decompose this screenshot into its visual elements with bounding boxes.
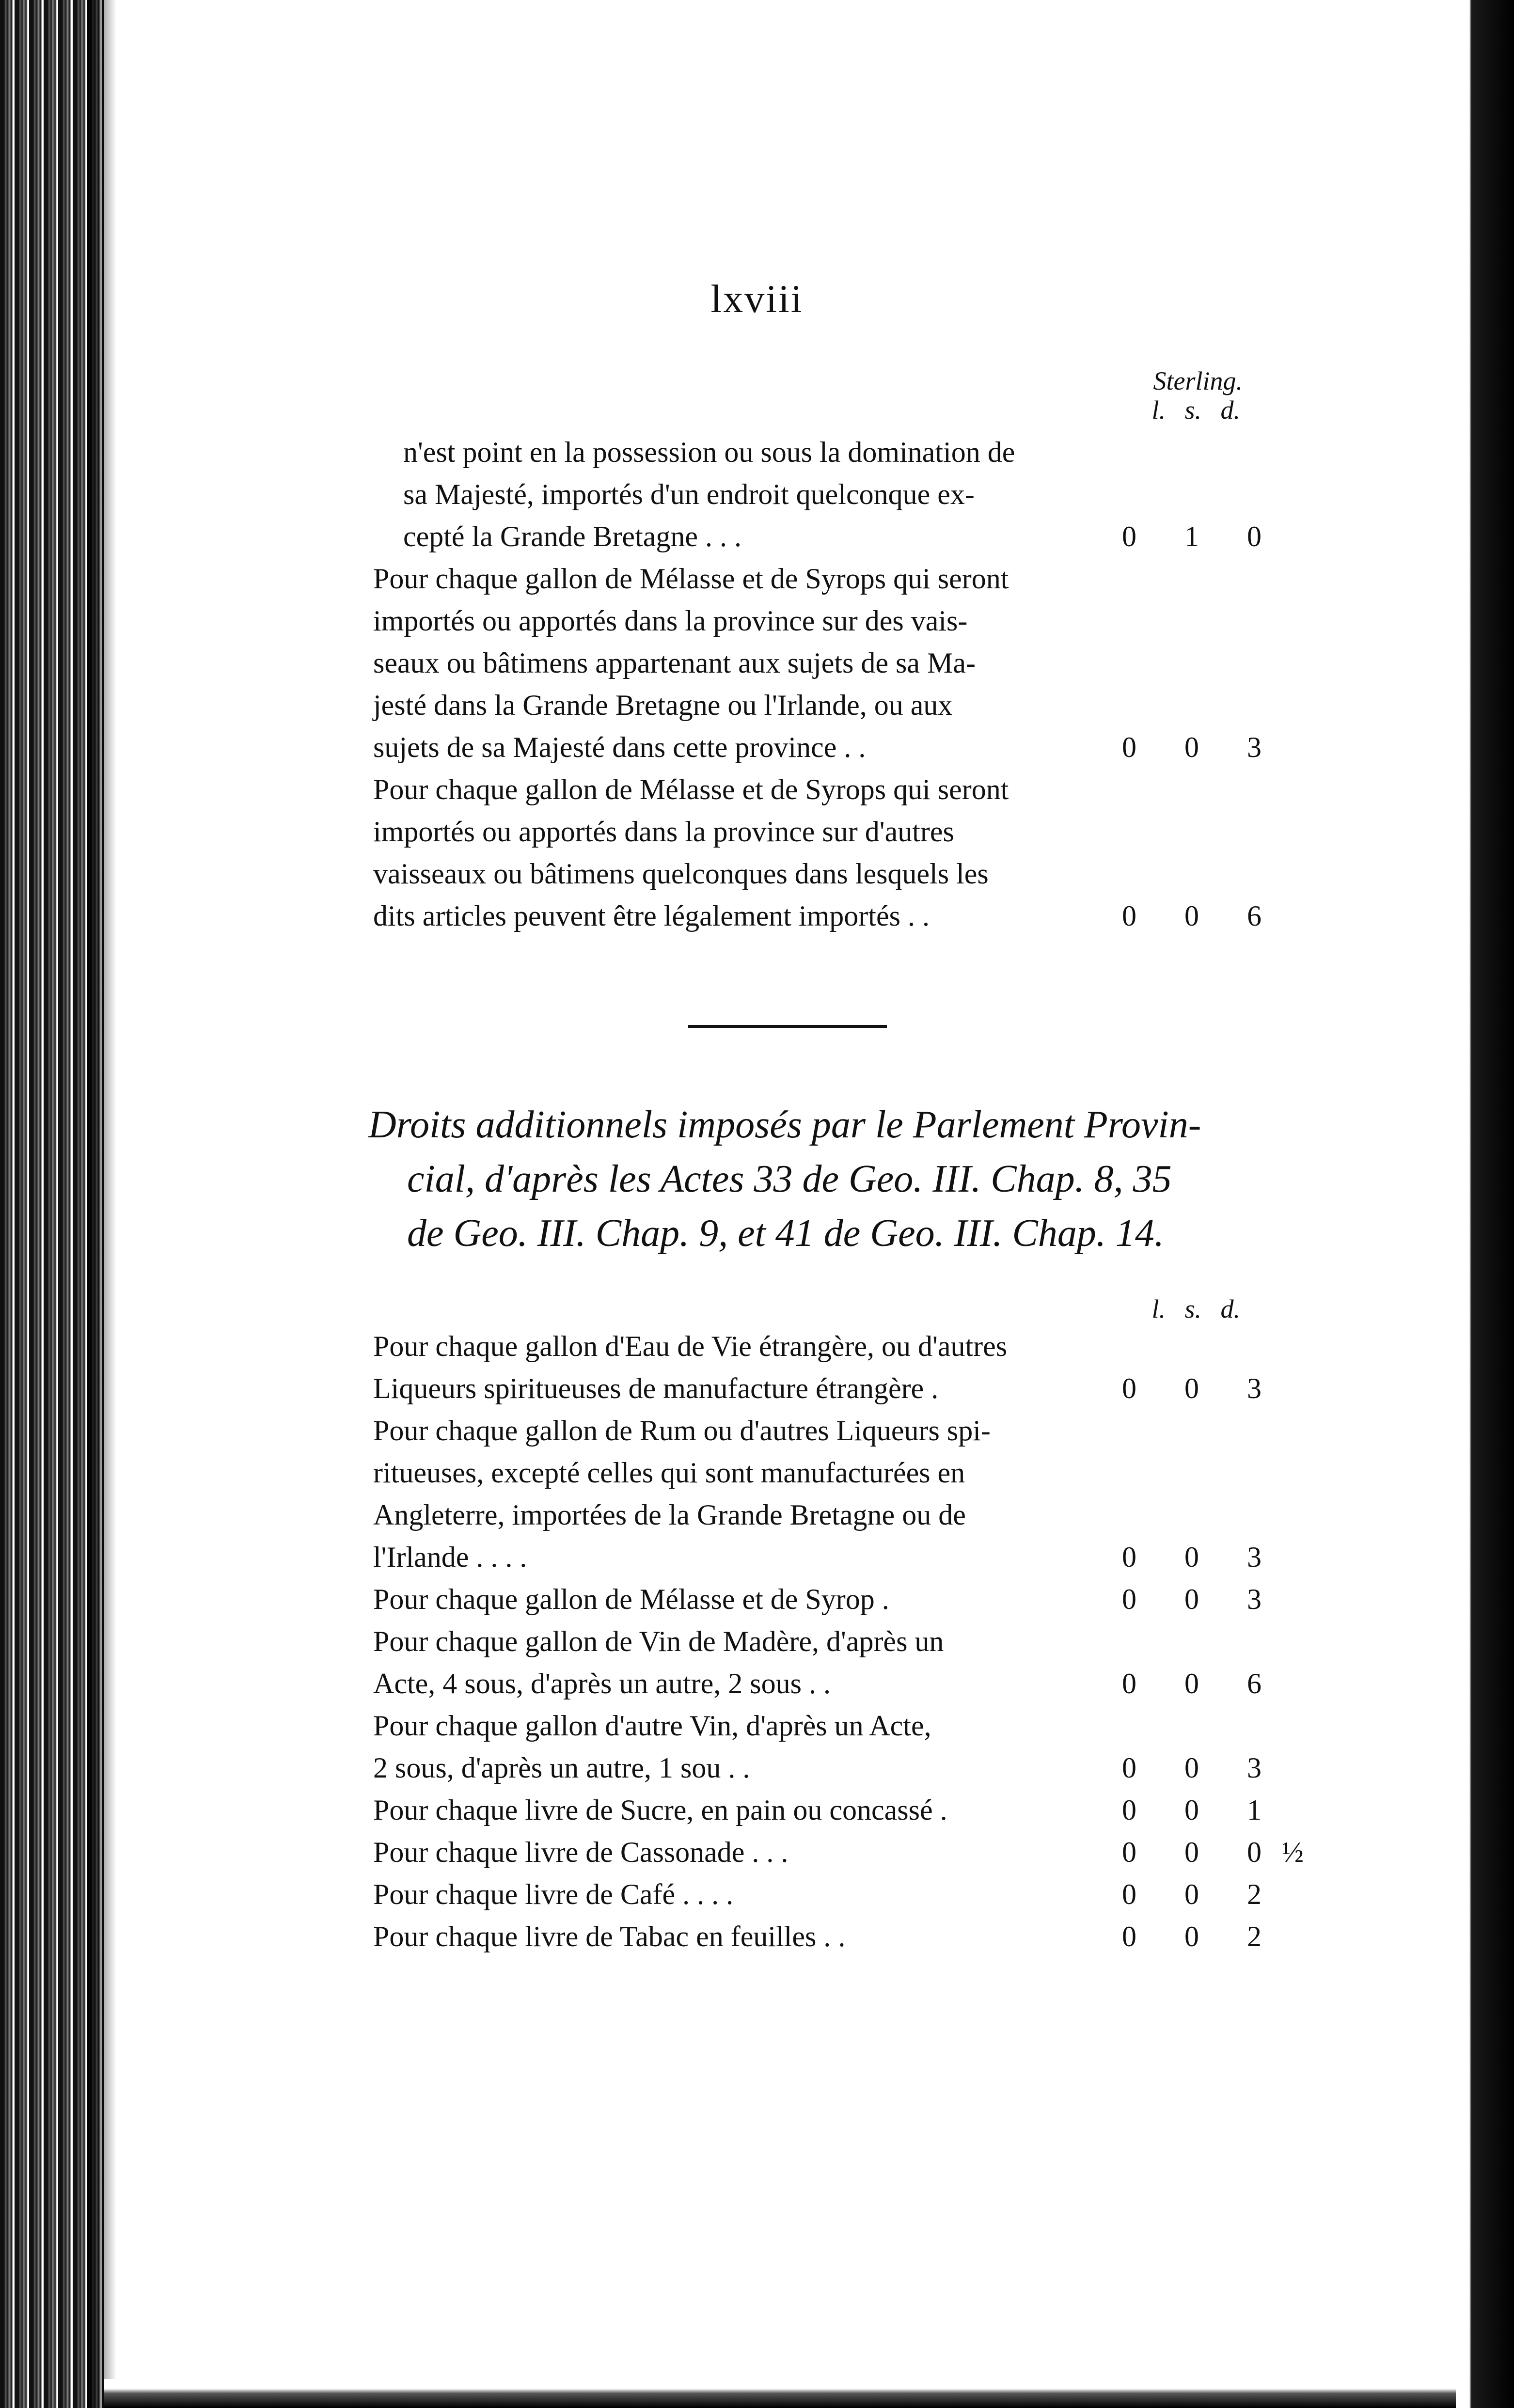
entry-line: Pour chaque livre de Cassonade . . . [373, 1836, 789, 1868]
entry-line: Pour chaque gallon de Vin de Madère, d'après un [373, 1625, 944, 1657]
currency-header: Sterling. [1153, 366, 1243, 395]
entry-line: dits articles peuvent être légalement importés . . [373, 900, 930, 932]
page-number: lxviii [710, 277, 804, 321]
top-entries [373, 431, 1115, 937]
entry-line: Pour chaque livre de Tabac en feuilles . . [373, 1920, 846, 1952]
scan-left-shadow [87, 0, 116, 2408]
entry-line: n'est point en la possession ou sous la domination de [403, 436, 1015, 468]
entry-line: Angleterre, importées de la Grande Bretagne ou de [373, 1499, 966, 1531]
entry-line: seaux ou bâtimens appartenant aux sujets de sa Ma- [373, 647, 976, 679]
entry-cafe [373, 1873, 1115, 1916]
entry-continuation [373, 431, 1115, 558]
heading-line: cial, d'après les Actes 33 de Geo. III. Chap. 8, 35 [407, 1158, 1172, 1200]
scan-bottom-edge [104, 2379, 1456, 2408]
entry-line: importés ou apportés dans la province sur d'autres [373, 816, 954, 848]
entry-cassonade [373, 1831, 1115, 1873]
entry-line: Pour chaque gallon d'Eau de Vie étrangère, ou d'autres [373, 1330, 1008, 1362]
amount: 0 0 3 [1122, 1372, 1282, 1404]
entry-sucre [373, 1789, 1115, 1831]
entry-vin-madere [373, 1621, 1115, 1705]
scan-right-edge [1456, 0, 1514, 2408]
entry-line: Pour chaque gallon de Mélasse et de Syrops qui seront [373, 563, 1009, 595]
entry-line: sujets de sa Majesté dans cette province . . [373, 731, 866, 763]
amount: 0 1 0 [1122, 520, 1282, 552]
entry-eau-de-vie [373, 1325, 1115, 1410]
entry-autre-vin [373, 1705, 1115, 1789]
bottom-entries [373, 1325, 1115, 1958]
amount: 0 0 6 [1122, 1668, 1282, 1700]
entry-melasse-syrop [373, 1578, 1115, 1621]
entry-line: cepté la Grande Bretagne . . . [403, 520, 741, 552]
entry-line: sa Majesté, importés d'un endroit quelconque ex- [403, 478, 975, 510]
entry-melasse-british [373, 558, 1115, 769]
entry-line: Pour chaque gallon d'autre Vin, d'après un Acte, [373, 1710, 931, 1742]
amount: 0 0 3 [1122, 1583, 1282, 1615]
section-heading [368, 1098, 1250, 1260]
entry-melasse-other [373, 769, 1115, 937]
entry-line: vaisseaux ou bâtimens quelconques dans lesquels les [373, 858, 989, 890]
entry-line: Pour chaque gallon de Rum ou d'autres Liqueurs spi- [373, 1415, 991, 1447]
amount: 0 0 3 [1122, 731, 1282, 763]
entry-line: Pour chaque livre de Café . . . . [373, 1878, 734, 1910]
entry-line: importés ou apportés dans la province sur des vais- [373, 605, 968, 637]
amount: 0 0 1 [1122, 1794, 1282, 1826]
entry-line: Pour chaque gallon de Mélasse et de Syrops qui seront [373, 773, 1009, 805]
amount: 0 0 2 [1122, 1920, 1282, 1952]
amount: 0 0 3 [1122, 1752, 1282, 1784]
lsd-header-bottom: l. s. d. [1151, 1294, 1240, 1323]
entry-line: l'Irlande . . . . [373, 1541, 527, 1573]
amount: 0 0 0½ [1122, 1836, 1324, 1868]
entry-rum [373, 1410, 1115, 1578]
amount: 0 0 6 [1122, 900, 1282, 932]
entry-line: Pour chaque livre de Sucre, en pain ou concassé . [373, 1794, 947, 1826]
heading-line: Droits additionnels imposés par le Parlement Provin- [368, 1103, 1201, 1146]
entry-line: ritueuses, excepté celles qui sont manufacturées en [373, 1457, 965, 1489]
amount: 0 0 3 [1122, 1541, 1282, 1573]
entry-line: 2 sous, d'après un autre, 1 sou . . [373, 1752, 750, 1784]
entry-line: Pour chaque gallon de Mélasse et de Syrop . [373, 1583, 889, 1615]
heading-line: de Geo. III. Chap. 9, et 41 de Geo. III. Chap. 14. [407, 1212, 1164, 1255]
section-divider [688, 1025, 887, 1028]
entry-line: Liqueurs spiritueuses de manufacture étrangère . [373, 1372, 939, 1404]
amount: 0 0 2 [1122, 1878, 1282, 1910]
entry-line: jesté dans la Grande Bretagne ou l'Irlande, ou aux [373, 689, 953, 721]
entry-line: Acte, 4 sous, d'après un autre, 2 sous . . [373, 1668, 831, 1700]
entry-tabac [373, 1916, 1115, 1958]
lsd-header-top: l. s. d. [1151, 395, 1240, 425]
